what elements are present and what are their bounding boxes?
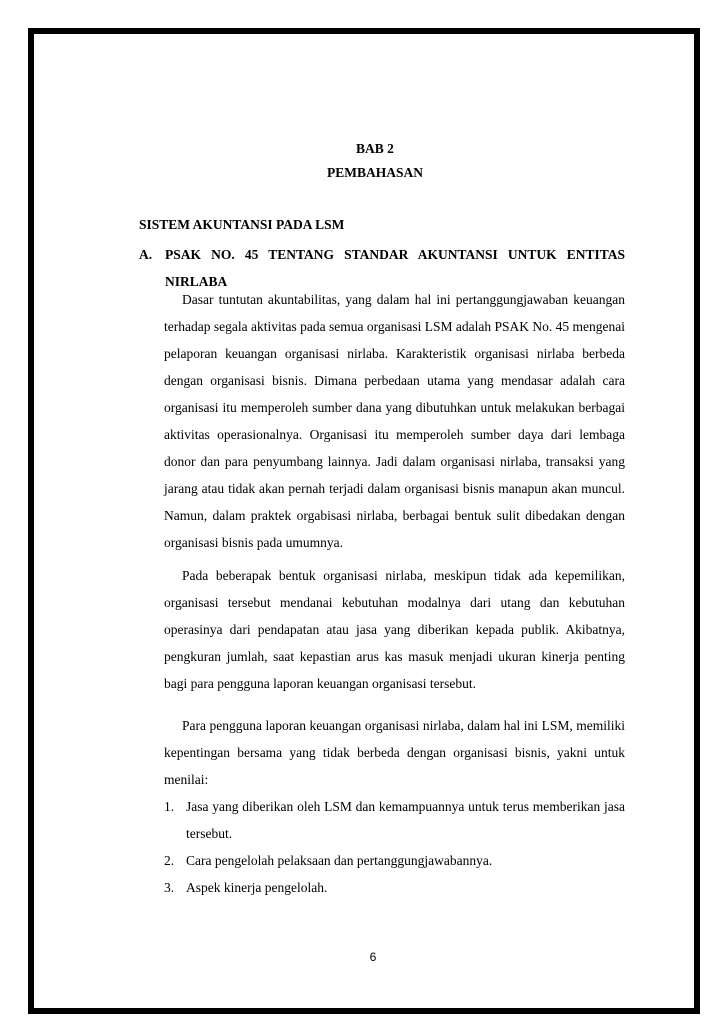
paragraph: Dasar tuntutan akuntabilitas, yang dalam hal ini pertanggungjawaban keuangan terhadap segala aktivitas pada semua organisasi LSM adalah PSAK No. 45 mengenai pelaporan keuangan organisasi nirlaba. Karakteristik organisasi nirlaba berbeda dengan organisasi bisnis. Dimana perbedaan utama yang mendasar adalah cara organisasi itu memperoleh sumber dana yang dibutuhkan untuk melakukan berbagai aktivitas operasionalnya. Organisasi itu memperoleh sumber daya dari lembaga donor dan para penyumbang lainnya. Jadi dalam organisasi nirlaba, transaksi yang jarang atau tidak akan pernah terjadi dalam organisasi bisnis manapun akan muncul. Namun, dalam praktek orgabisasi nirlaba, berbagai bentuk sulit dibedakan dengan organisasi bisnis pada umumnya. [164,292,625,550]
numbered-list [164,793,625,901]
paragraph-block [164,286,625,556]
subsection-letter: A. [139,247,153,262]
list-item [164,793,625,847]
list-item [164,847,625,874]
chapter-title: PEMBAHASAN [326,165,423,180]
list-item [164,874,625,901]
section-title: SISTEM AKUNTANSI PADA LSM [139,217,345,232]
list-item-number: 2. [164,853,175,868]
subsection-title: PSAK NO. 45 TENTANG STANDAR AKUNTANSI UNTUK ENTITAS NIRLABA [165,247,625,289]
list-item-text: Jasa yang diberikan oleh LSM dan kemampuannya untuk terus memberikan jasa tersebut. [186,799,625,841]
paragraph: Pada beberapak bentuk organisasi nirlaba, meskipun tidak ada kepemilikan, organisasi tersebut mendanai kebutuhan modalnya dari utang dan kebutuhan operasinya dari pendapatan atau jasa yang diberikan kepada publik. Akibatnya, pengkuran jumlah, saat kepastian arus kas masuk menjadi ukuran kinerja penting bagi para pengguna laporan keuangan organisasi tersebut. [164,568,625,691]
paragraph: Para pengguna laporan keuangan organisasi nirlaba, dalam hal ini LSM, memiliki kepentingan bersama yang tidak berbeda dengan organisasi bisnis, yakni untuk menilai: [164,718,625,787]
list-item-text: Cara pengelolah pelaksaan dan pertanggungjawabannya. [186,853,493,868]
chapter-label: BAB 2 [356,141,394,156]
paragraph-block [164,712,625,793]
list-item-number: 1. [164,799,175,814]
list-item-text: Aspek kinerja pengelolah. [186,880,328,895]
paragraph-block [164,562,625,697]
page-number: 6 [369,950,377,964]
list-item-number: 3. [164,880,175,895]
